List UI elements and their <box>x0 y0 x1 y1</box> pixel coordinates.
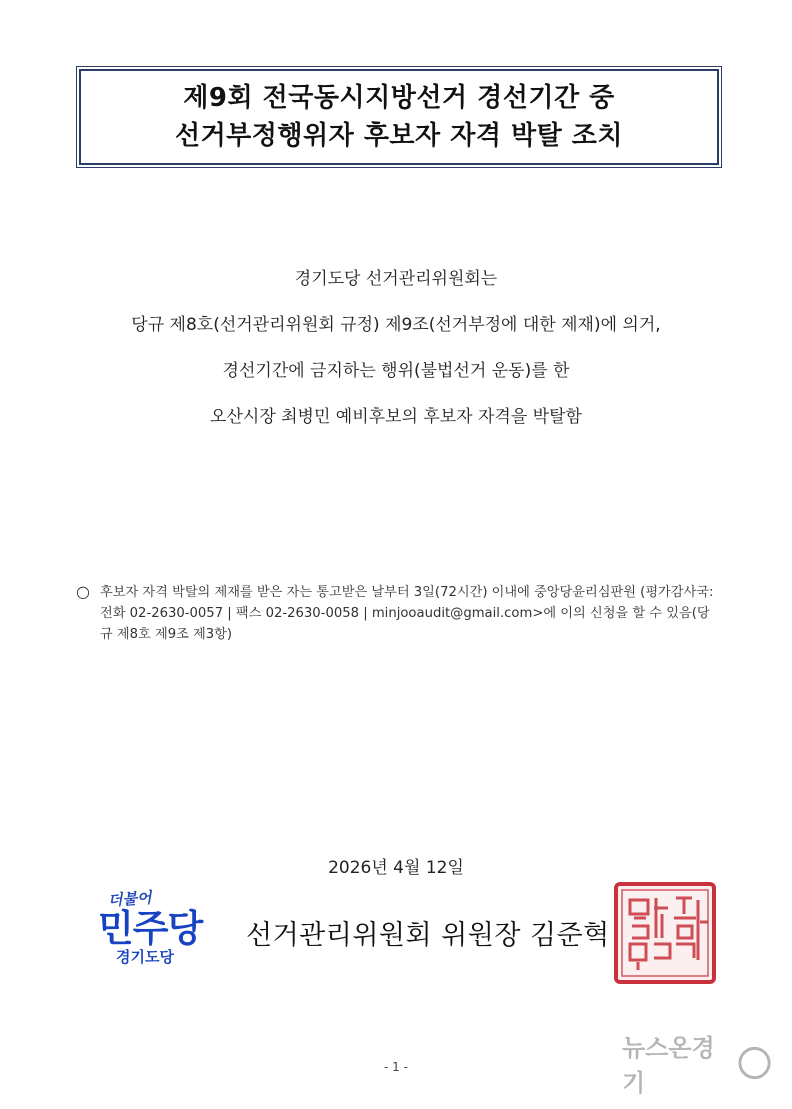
circle-bullet-icon: ○ <box>76 582 90 601</box>
appeal-notice-text: 후보자 자격 박탈의 제재를 받은 자는 통고받은 날부터 3일(72시간) 이내에 중앙당윤리심판원 (평가감사국: 전화 02-2630-0057 | 팩스 02-2630-0058 | minjooaudit@gmail.com>에 이의 신청을 할 수 있음(당규 제8호 제9조 제3항) <box>100 585 714 642</box>
party-logo <box>96 888 220 980</box>
logo-main-text: 민주당 <box>98 907 203 950</box>
news-watermark <box>622 1034 772 1097</box>
title-line-1: 제9회 전국동시지방선거 경선기간 중 <box>183 83 615 113</box>
watermark-circle-icon <box>737 1045 772 1081</box>
appeal-notice <box>76 582 726 645</box>
statement-line: 당규 제8호(선거관리위원회 규정) 제9조(선거부정에 대한 제재)에 의거, <box>131 315 661 335</box>
watermark-text: 뉴스온경기 <box>622 1034 715 1097</box>
official-seal-icon <box>610 878 720 988</box>
logo-script-text: 더불어 <box>107 888 153 910</box>
statement-line: 경기도당 선거관리위원회는 <box>294 269 498 289</box>
issue-date: 2026년 4월 12일 <box>328 858 464 878</box>
statement-line: 오산시장 최병민 예비후보의 후보자 자격을 박탈함 <box>210 407 582 427</box>
title-line-2: 선거부정행위자 후보자 자격 박탈 조치 <box>174 121 624 151</box>
page-number: - 1 - <box>384 1060 408 1074</box>
signature-line: 선거관리위원회 위원장 김준혁 <box>246 920 610 951</box>
statement-line: 경선기간에 금지하는 행위(불법선거 운동)를 한 <box>222 361 570 381</box>
title-box <box>79 69 719 165</box>
statement-body <box>0 268 792 452</box>
logo-sub-text: 경기도당 <box>116 948 174 966</box>
